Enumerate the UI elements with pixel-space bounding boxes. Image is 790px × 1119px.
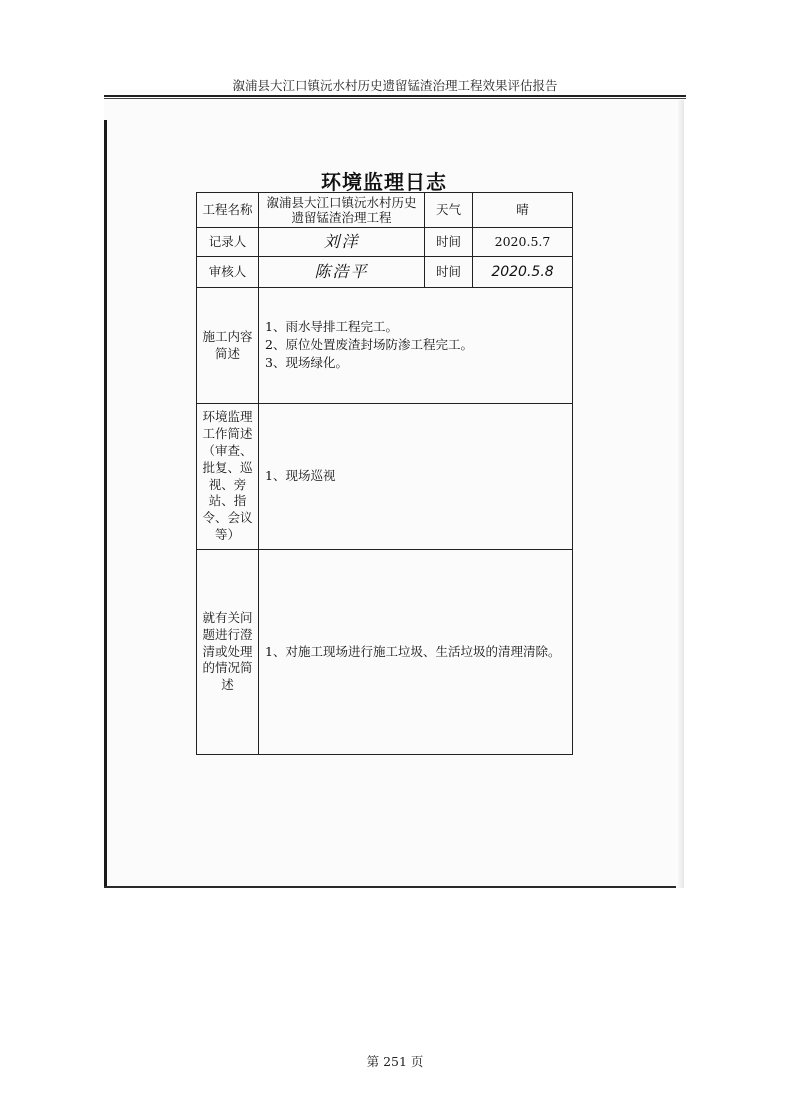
scan-right-shadow — [676, 100, 684, 888]
table-row — [197, 288, 573, 404]
weather-value: 晴 — [473, 193, 573, 228]
monitoring-log-table — [196, 192, 573, 755]
log-title: 环境监理日志 — [321, 170, 447, 194]
page-number: 第 251 页 — [366, 1054, 424, 1069]
table-row — [197, 550, 573, 755]
page-header: 溆浦县大江口镇沅水村历史遗留锰渣治理工程效果评估报告 — [232, 78, 558, 93]
header-rule — [104, 95, 686, 97]
recorder-signature: 刘洋 — [259, 228, 425, 257]
scan-left-edge — [104, 120, 107, 888]
table-row — [197, 228, 573, 257]
recorder-label: 记录人 — [197, 228, 259, 257]
review-time-value: 2020.5.8 — [473, 257, 573, 288]
list-item: 2、原位处置废渣封场防渗工程完工。 — [265, 337, 473, 353]
weather-label: 天气 — [425, 193, 473, 228]
header-rule-thin — [104, 98, 686, 99]
list-item: 1、对施工现场进行施工垃圾、生活垃圾的清理清除。 — [265, 643, 561, 659]
construction-content — [259, 288, 573, 404]
table-row — [197, 404, 573, 550]
record-time-value: 2020.5.7 — [473, 228, 573, 257]
scan-bottom-edge — [104, 886, 684, 888]
construction-label: 施工内容简述 — [197, 288, 259, 404]
reviewer-signature: 陈浩平 — [259, 257, 425, 288]
supervision-content — [259, 404, 573, 550]
table-row — [197, 257, 573, 288]
list-item: 3、现场绿化。 — [265, 354, 348, 370]
record-time-label: 时间 — [425, 228, 473, 257]
project-name-label: 工程名称 — [197, 193, 259, 228]
issues-content — [259, 550, 573, 755]
review-time-label: 时间 — [425, 257, 473, 288]
list-item: 1、雨水导排工程完工。 — [265, 319, 398, 335]
list-item: 1、现场巡视 — [265, 468, 336, 484]
reviewer-label: 审核人 — [197, 257, 259, 288]
project-name-value: 溆浦县大江口镇沅水村历史遗留锰渣治理工程 — [259, 193, 425, 228]
issues-label: 就有关问题进行澄清或处理的情况简述 — [197, 550, 259, 755]
table-row — [197, 193, 573, 228]
supervision-label: 环境监理工作简述（审查、批复、巡视、旁站、指令、会议等） — [197, 404, 259, 550]
